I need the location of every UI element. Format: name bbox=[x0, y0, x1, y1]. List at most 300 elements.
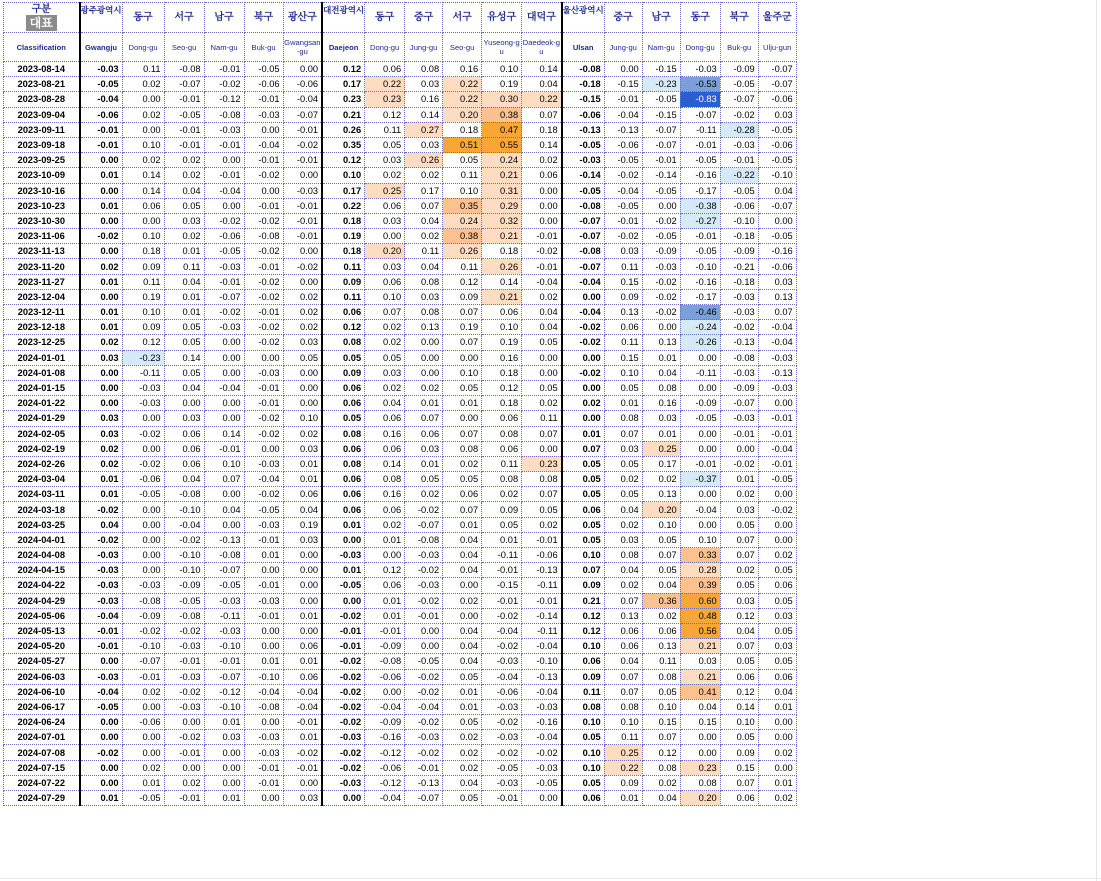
value-cell[interactable]: 0.09 bbox=[604, 775, 642, 790]
value-cell[interactable]: 0.00 bbox=[122, 563, 164, 578]
value-cell[interactable]: 0.00 bbox=[80, 760, 123, 775]
value-cell[interactable]: 0.01 bbox=[365, 593, 405, 608]
value-cell[interactable]: 0.06 bbox=[562, 791, 605, 806]
value-cell[interactable]: -0.01 bbox=[244, 92, 283, 107]
value-cell[interactable]: -0.04 bbox=[164, 517, 204, 532]
value-cell[interactable]: 0.05 bbox=[720, 730, 758, 745]
value-cell[interactable]: -0.08 bbox=[562, 244, 605, 259]
value-cell[interactable]: 0.01 bbox=[80, 274, 123, 289]
value-cell[interactable]: 0.12 bbox=[322, 153, 365, 168]
value-cell[interactable]: 0.21 bbox=[562, 593, 605, 608]
value-cell[interactable]: 0.32 bbox=[482, 213, 522, 228]
value-cell[interactable]: 0.06 bbox=[365, 198, 405, 213]
value-cell[interactable]: -0.04 bbox=[604, 183, 642, 198]
value-cell[interactable]: -0.02 bbox=[482, 608, 522, 623]
value-cell[interactable]: -0.02 bbox=[405, 593, 443, 608]
value-cell[interactable]: 0.07 bbox=[720, 775, 758, 790]
value-cell[interactable]: 0.09 bbox=[322, 365, 365, 380]
value-cell[interactable]: 0.14 bbox=[405, 107, 443, 122]
value-cell[interactable]: 0.01 bbox=[122, 775, 164, 790]
value-cell[interactable]: -0.06 bbox=[758, 259, 796, 274]
value-cell[interactable]: -0.06 bbox=[122, 472, 164, 487]
value-cell[interactable]: -0.03 bbox=[204, 122, 244, 137]
value-cell[interactable]: 0.05 bbox=[562, 472, 605, 487]
value-cell[interactable]: 0.47 bbox=[482, 122, 522, 137]
value-cell[interactable]: 0.17 bbox=[322, 77, 365, 92]
value-cell[interactable]: 0.00 bbox=[562, 411, 605, 426]
value-cell[interactable]: 0.09 bbox=[604, 289, 642, 304]
value-cell[interactable]: -0.03 bbox=[680, 62, 720, 77]
value-cell[interactable]: -0.02 bbox=[522, 244, 562, 259]
value-cell[interactable]: -0.01 bbox=[642, 153, 680, 168]
value-cell[interactable]: -0.05 bbox=[122, 791, 164, 806]
value-cell[interactable]: 0.10 bbox=[443, 365, 482, 380]
value-cell[interactable]: 0.19 bbox=[443, 320, 482, 335]
value-cell[interactable]: 0.05 bbox=[720, 654, 758, 669]
value-cell[interactable]: -0.10 bbox=[122, 639, 164, 654]
value-cell[interactable]: 0.00 bbox=[122, 92, 164, 107]
value-cell[interactable]: -0.01 bbox=[604, 213, 642, 228]
value-cell[interactable]: 0.21 bbox=[680, 639, 720, 654]
value-cell[interactable]: 0.11 bbox=[604, 259, 642, 274]
value-cell[interactable]: -0.06 bbox=[80, 107, 123, 122]
date-cell[interactable]: 2023-12-18 bbox=[4, 320, 80, 335]
value-cell[interactable]: 0.00 bbox=[204, 335, 244, 350]
value-cell[interactable]: 0.00 bbox=[283, 380, 322, 395]
value-cell[interactable]: -0.12 bbox=[204, 684, 244, 699]
value-cell[interactable]: 0.00 bbox=[204, 365, 244, 380]
date-cell[interactable]: 2023-09-11 bbox=[4, 122, 80, 137]
value-cell[interactable]: -0.06 bbox=[365, 760, 405, 775]
value-cell[interactable]: -0.03 bbox=[562, 153, 605, 168]
value-cell[interactable]: -0.14 bbox=[642, 168, 680, 183]
value-cell[interactable]: -0.02 bbox=[164, 623, 204, 638]
value-cell[interactable]: 0.00 bbox=[365, 548, 405, 563]
value-cell[interactable]: 0.20 bbox=[443, 107, 482, 122]
value-cell[interactable]: -0.05 bbox=[122, 487, 164, 502]
value-cell[interactable]: -0.03 bbox=[283, 183, 322, 198]
value-cell[interactable]: 0.08 bbox=[642, 760, 680, 775]
value-cell[interactable]: 0.13 bbox=[604, 305, 642, 320]
value-cell[interactable]: -0.04 bbox=[522, 274, 562, 289]
value-cell[interactable]: -0.04 bbox=[204, 183, 244, 198]
value-cell[interactable]: -0.05 bbox=[758, 153, 796, 168]
value-cell[interactable]: 0.03 bbox=[758, 107, 796, 122]
value-cell[interactable]: -0.02 bbox=[164, 730, 204, 745]
value-cell[interactable]: -0.01 bbox=[244, 760, 283, 775]
value-cell[interactable]: 0.01 bbox=[164, 289, 204, 304]
value-cell[interactable]: 0.10 bbox=[122, 305, 164, 320]
value-cell[interactable]: 0.01 bbox=[405, 396, 443, 411]
value-cell[interactable]: 0.01 bbox=[642, 350, 680, 365]
value-cell[interactable]: 0.04 bbox=[522, 305, 562, 320]
value-cell[interactable]: 0.05 bbox=[562, 532, 605, 547]
value-cell[interactable]: -0.24 bbox=[680, 320, 720, 335]
value-cell[interactable]: 0.05 bbox=[482, 517, 522, 532]
value-cell[interactable]: 0.00 bbox=[122, 502, 164, 517]
value-cell[interactable]: 0.19 bbox=[482, 335, 522, 350]
value-cell[interactable]: 0.00 bbox=[204, 153, 244, 168]
value-cell[interactable]: -0.04 bbox=[80, 92, 123, 107]
value-cell[interactable]: 0.02 bbox=[164, 229, 204, 244]
value-cell[interactable]: 0.01 bbox=[405, 456, 443, 471]
value-cell[interactable]: -0.16 bbox=[680, 168, 720, 183]
value-cell[interactable]: -0.07 bbox=[562, 259, 605, 274]
value-cell[interactable]: 0.00 bbox=[80, 775, 123, 790]
value-cell[interactable]: -0.02 bbox=[244, 244, 283, 259]
date-cell[interactable]: 2024-04-15 bbox=[4, 563, 80, 578]
value-cell[interactable]: 0.10 bbox=[642, 699, 680, 714]
value-cell[interactable]: 0.04 bbox=[443, 548, 482, 563]
value-cell[interactable]: 0.00 bbox=[562, 289, 605, 304]
value-cell[interactable]: -0.01 bbox=[244, 305, 283, 320]
value-cell[interactable]: 0.06 bbox=[720, 791, 758, 806]
value-cell[interactable]: 0.01 bbox=[482, 532, 522, 547]
value-cell[interactable]: 0.13 bbox=[642, 335, 680, 350]
value-cell[interactable]: -0.06 bbox=[720, 198, 758, 213]
value-cell[interactable]: 0.02 bbox=[522, 289, 562, 304]
value-cell[interactable]: -0.07 bbox=[680, 107, 720, 122]
value-cell[interactable]: -0.07 bbox=[405, 517, 443, 532]
value-cell[interactable]: 0.03 bbox=[758, 274, 796, 289]
value-cell[interactable]: 0.12 bbox=[443, 274, 482, 289]
value-cell[interactable]: 0.06 bbox=[322, 305, 365, 320]
value-cell[interactable]: 0.26 bbox=[443, 244, 482, 259]
value-cell[interactable]: 0.00 bbox=[164, 760, 204, 775]
value-cell[interactable]: 0.18 bbox=[322, 244, 365, 259]
value-cell[interactable]: -0.10 bbox=[164, 548, 204, 563]
value-cell[interactable]: -0.09 bbox=[642, 244, 680, 259]
value-cell[interactable]: 0.05 bbox=[164, 198, 204, 213]
value-cell[interactable]: 0.12 bbox=[642, 745, 680, 760]
value-cell[interactable]: 0.03 bbox=[720, 593, 758, 608]
value-cell[interactable]: -0.08 bbox=[720, 350, 758, 365]
value-cell[interactable]: -0.07 bbox=[720, 92, 758, 107]
value-cell[interactable]: 0.00 bbox=[204, 760, 244, 775]
value-cell[interactable]: 0.00 bbox=[562, 350, 605, 365]
value-cell[interactable]: 0.07 bbox=[604, 593, 642, 608]
value-cell[interactable]: 0.12 bbox=[482, 380, 522, 395]
value-cell[interactable]: 0.01 bbox=[322, 517, 365, 532]
value-cell[interactable]: -0.03 bbox=[244, 745, 283, 760]
value-cell[interactable]: -0.01 bbox=[482, 791, 522, 806]
value-cell[interactable]: 0.08 bbox=[405, 274, 443, 289]
value-cell[interactable]: 0.08 bbox=[322, 426, 365, 441]
date-cell[interactable]: 2023-10-30 bbox=[4, 213, 80, 228]
value-cell[interactable]: 0.00 bbox=[244, 639, 283, 654]
value-cell[interactable]: 0.06 bbox=[482, 305, 522, 320]
value-cell[interactable]: 0.04 bbox=[758, 183, 796, 198]
value-cell[interactable]: -0.02 bbox=[244, 335, 283, 350]
value-cell[interactable]: 0.00 bbox=[164, 715, 204, 730]
value-cell[interactable]: 0.33 bbox=[680, 548, 720, 563]
value-cell[interactable]: 0.02 bbox=[122, 153, 164, 168]
value-cell[interactable]: 0.00 bbox=[443, 411, 482, 426]
date-cell[interactable]: 2024-05-06 bbox=[4, 608, 80, 623]
value-cell[interactable]: 0.11 bbox=[322, 259, 365, 274]
date-cell[interactable]: 2024-06-24 bbox=[4, 715, 80, 730]
value-cell[interactable]: 0.07 bbox=[720, 548, 758, 563]
value-cell[interactable]: -0.01 bbox=[164, 745, 204, 760]
value-cell[interactable]: 0.05 bbox=[758, 623, 796, 638]
value-cell[interactable]: 0.20 bbox=[642, 502, 680, 517]
value-cell[interactable]: -0.03 bbox=[322, 775, 365, 790]
value-cell[interactable]: 0.08 bbox=[522, 472, 562, 487]
value-cell[interactable]: 0.08 bbox=[365, 472, 405, 487]
value-cell[interactable]: 0.00 bbox=[642, 198, 680, 213]
value-cell[interactable]: 0.02 bbox=[283, 426, 322, 441]
value-cell[interactable]: -0.07 bbox=[758, 198, 796, 213]
value-cell[interactable]: -0.01 bbox=[283, 213, 322, 228]
value-cell[interactable]: 0.00 bbox=[80, 213, 123, 228]
value-cell[interactable]: 0.04 bbox=[164, 274, 204, 289]
value-cell[interactable]: -0.02 bbox=[522, 745, 562, 760]
value-cell[interactable]: -0.02 bbox=[244, 213, 283, 228]
value-cell[interactable]: -0.01 bbox=[522, 229, 562, 244]
value-cell[interactable]: 0.07 bbox=[562, 563, 605, 578]
value-cell[interactable]: -0.02 bbox=[122, 623, 164, 638]
value-cell[interactable]: 0.04 bbox=[204, 502, 244, 517]
value-cell[interactable]: 0.01 bbox=[164, 305, 204, 320]
value-cell[interactable]: -0.07 bbox=[562, 213, 605, 228]
value-cell[interactable]: -0.07 bbox=[204, 669, 244, 684]
value-cell[interactable]: 0.04 bbox=[164, 380, 204, 395]
value-cell[interactable]: -0.02 bbox=[244, 320, 283, 335]
value-cell[interactable]: 0.00 bbox=[322, 593, 365, 608]
value-cell[interactable]: 0.01 bbox=[443, 684, 482, 699]
value-cell[interactable]: 0.05 bbox=[642, 684, 680, 699]
value-cell[interactable]: -0.01 bbox=[482, 563, 522, 578]
value-cell[interactable]: 0.06 bbox=[642, 623, 680, 638]
value-cell[interactable]: 0.11 bbox=[365, 122, 405, 137]
value-cell[interactable]: 0.22 bbox=[443, 92, 482, 107]
value-cell[interactable]: 0.10 bbox=[482, 62, 522, 77]
value-cell[interactable]: 0.00 bbox=[758, 213, 796, 228]
value-cell[interactable]: 0.00 bbox=[405, 623, 443, 638]
value-cell[interactable]: -0.18 bbox=[720, 274, 758, 289]
value-cell[interactable]: -0.01 bbox=[244, 396, 283, 411]
value-cell[interactable]: 0.23 bbox=[365, 92, 405, 107]
value-cell[interactable]: -0.03 bbox=[482, 730, 522, 745]
value-cell[interactable]: 0.03 bbox=[642, 411, 680, 426]
value-cell[interactable]: 0.08 bbox=[562, 699, 605, 714]
value-cell[interactable]: 0.05 bbox=[322, 350, 365, 365]
value-cell[interactable]: -0.03 bbox=[122, 578, 164, 593]
value-cell[interactable]: -0.02 bbox=[244, 274, 283, 289]
value-cell[interactable]: 0.09 bbox=[562, 578, 605, 593]
value-cell[interactable]: 0.01 bbox=[80, 487, 123, 502]
value-cell[interactable]: 0.00 bbox=[758, 730, 796, 745]
value-cell[interactable]: 0.00 bbox=[122, 517, 164, 532]
value-cell[interactable]: 0.01 bbox=[604, 396, 642, 411]
value-cell[interactable]: 0.11 bbox=[562, 684, 605, 699]
value-cell[interactable]: 0.02 bbox=[758, 548, 796, 563]
value-cell[interactable]: -0.01 bbox=[365, 623, 405, 638]
value-cell[interactable]: 0.00 bbox=[283, 274, 322, 289]
value-cell[interactable]: 0.02 bbox=[443, 730, 482, 745]
value-cell[interactable]: 0.08 bbox=[405, 62, 443, 77]
value-cell[interactable]: 0.00 bbox=[80, 396, 123, 411]
value-cell[interactable]: 0.00 bbox=[204, 487, 244, 502]
value-cell[interactable]: 0.00 bbox=[80, 365, 123, 380]
value-cell[interactable]: -0.02 bbox=[405, 502, 443, 517]
value-cell[interactable]: 0.05 bbox=[443, 791, 482, 806]
value-cell[interactable]: -0.03 bbox=[244, 593, 283, 608]
value-cell[interactable]: -0.02 bbox=[604, 229, 642, 244]
value-cell[interactable]: 0.26 bbox=[482, 259, 522, 274]
value-cell[interactable]: -0.10 bbox=[244, 669, 283, 684]
value-cell[interactable]: -0.03 bbox=[244, 517, 283, 532]
value-cell[interactable]: -0.02 bbox=[604, 168, 642, 183]
value-cell[interactable]: 0.01 bbox=[443, 396, 482, 411]
value-cell[interactable]: -0.01 bbox=[244, 578, 283, 593]
value-cell[interactable]: 0.29 bbox=[482, 198, 522, 213]
value-cell[interactable]: -0.03 bbox=[758, 380, 796, 395]
value-cell[interactable]: -0.06 bbox=[283, 77, 322, 92]
value-cell[interactable]: -0.03 bbox=[720, 305, 758, 320]
value-cell[interactable]: -0.02 bbox=[482, 715, 522, 730]
value-cell[interactable]: 0.07 bbox=[443, 305, 482, 320]
value-cell[interactable]: -0.06 bbox=[482, 684, 522, 699]
value-cell[interactable]: 0.26 bbox=[405, 153, 443, 168]
value-cell[interactable]: 0.00 bbox=[522, 350, 562, 365]
value-cell[interactable]: 0.07 bbox=[720, 532, 758, 547]
value-cell[interactable]: -0.06 bbox=[604, 137, 642, 152]
value-cell[interactable]: -0.05 bbox=[244, 62, 283, 77]
value-cell[interactable]: 0.00 bbox=[680, 487, 720, 502]
value-cell[interactable]: -0.01 bbox=[522, 532, 562, 547]
value-cell[interactable]: -0.01 bbox=[522, 593, 562, 608]
date-cell[interactable]: 2024-01-01 bbox=[4, 350, 80, 365]
value-cell[interactable]: 0.00 bbox=[758, 532, 796, 547]
value-cell[interactable]: 0.18 bbox=[322, 213, 365, 228]
value-cell[interactable]: -0.18 bbox=[720, 229, 758, 244]
value-cell[interactable]: -0.02 bbox=[204, 305, 244, 320]
value-cell[interactable]: 0.00 bbox=[122, 441, 164, 456]
value-cell[interactable]: -0.11 bbox=[482, 548, 522, 563]
value-cell[interactable]: -0.13 bbox=[405, 775, 443, 790]
value-cell[interactable]: -0.01 bbox=[604, 92, 642, 107]
value-cell[interactable]: -0.01 bbox=[244, 259, 283, 274]
value-cell[interactable]: -0.03 bbox=[522, 699, 562, 714]
value-cell[interactable]: 0.04 bbox=[405, 213, 443, 228]
value-cell[interactable]: -0.01 bbox=[322, 639, 365, 654]
value-cell[interactable]: 0.18 bbox=[482, 365, 522, 380]
value-cell[interactable]: 0.10 bbox=[283, 411, 322, 426]
value-cell[interactable]: 0.07 bbox=[562, 441, 605, 456]
date-cell[interactable]: 2023-11-06 bbox=[4, 229, 80, 244]
value-cell[interactable]: 0.09 bbox=[482, 502, 522, 517]
value-cell[interactable]: -0.04 bbox=[680, 502, 720, 517]
value-cell[interactable]: 0.08 bbox=[642, 669, 680, 684]
value-cell[interactable]: 0.02 bbox=[720, 487, 758, 502]
value-cell[interactable]: -0.05 bbox=[164, 107, 204, 122]
value-cell[interactable]: -0.01 bbox=[522, 259, 562, 274]
value-cell[interactable]: 0.06 bbox=[522, 168, 562, 183]
value-cell[interactable]: 0.03 bbox=[758, 639, 796, 654]
value-cell[interactable]: 0.01 bbox=[204, 791, 244, 806]
value-cell[interactable]: 0.07 bbox=[405, 198, 443, 213]
value-cell[interactable]: -0.05 bbox=[758, 472, 796, 487]
date-cell[interactable]: 2024-06-17 bbox=[4, 699, 80, 714]
value-cell[interactable]: 0.10 bbox=[204, 456, 244, 471]
value-cell[interactable]: 0.01 bbox=[365, 532, 405, 547]
value-cell[interactable]: -0.02 bbox=[80, 229, 123, 244]
value-cell[interactable]: -0.05 bbox=[642, 92, 680, 107]
value-cell[interactable]: -0.03 bbox=[204, 320, 244, 335]
value-cell[interactable]: -0.38 bbox=[680, 198, 720, 213]
date-cell[interactable]: 2023-10-09 bbox=[4, 168, 80, 183]
value-cell[interactable]: -0.01 bbox=[680, 456, 720, 471]
value-cell[interactable]: 0.00 bbox=[80, 244, 123, 259]
value-cell[interactable]: -0.02 bbox=[758, 502, 796, 517]
value-cell[interactable]: 0.15 bbox=[680, 715, 720, 730]
value-cell[interactable]: 0.02 bbox=[522, 396, 562, 411]
value-cell[interactable]: -0.02 bbox=[720, 456, 758, 471]
value-cell[interactable]: -0.04 bbox=[283, 684, 322, 699]
value-cell[interactable]: 0.24 bbox=[482, 153, 522, 168]
value-cell[interactable]: -0.05 bbox=[604, 198, 642, 213]
value-cell[interactable]: 0.03 bbox=[164, 411, 204, 426]
value-cell[interactable]: 0.11 bbox=[164, 259, 204, 274]
value-cell[interactable]: -0.02 bbox=[322, 669, 365, 684]
value-cell[interactable]: 0.00 bbox=[244, 623, 283, 638]
value-cell[interactable]: 0.10 bbox=[604, 715, 642, 730]
value-cell[interactable]: 0.06 bbox=[283, 487, 322, 502]
value-cell[interactable]: 0.00 bbox=[204, 198, 244, 213]
value-cell[interactable]: -0.21 bbox=[720, 259, 758, 274]
value-cell[interactable]: -0.11 bbox=[122, 365, 164, 380]
value-cell[interactable]: 0.01 bbox=[758, 775, 796, 790]
value-cell[interactable]: 0.00 bbox=[283, 578, 322, 593]
value-cell[interactable]: -0.02 bbox=[283, 137, 322, 152]
value-cell[interactable]: -0.01 bbox=[405, 760, 443, 775]
value-cell[interactable]: 0.04 bbox=[443, 532, 482, 547]
value-cell[interactable]: 0.07 bbox=[604, 669, 642, 684]
value-cell[interactable]: -0.09 bbox=[720, 244, 758, 259]
value-cell[interactable]: -0.13 bbox=[204, 532, 244, 547]
value-cell[interactable]: 0.05 bbox=[720, 517, 758, 532]
value-cell[interactable]: 0.00 bbox=[720, 441, 758, 456]
value-cell[interactable]: 0.01 bbox=[80, 320, 123, 335]
value-cell[interactable]: -0.07 bbox=[642, 137, 680, 152]
value-cell[interactable]: 0.21 bbox=[482, 289, 522, 304]
value-cell[interactable]: 0.11 bbox=[405, 244, 443, 259]
value-cell[interactable]: 0.18 bbox=[482, 244, 522, 259]
value-cell[interactable]: -0.08 bbox=[122, 593, 164, 608]
value-cell[interactable]: 0.03 bbox=[80, 411, 123, 426]
value-cell[interactable]: 0.22 bbox=[365, 77, 405, 92]
value-cell[interactable]: 0.00 bbox=[642, 320, 680, 335]
value-cell[interactable]: 0.00 bbox=[522, 791, 562, 806]
value-cell[interactable]: -0.07 bbox=[122, 654, 164, 669]
value-cell[interactable]: 0.23 bbox=[522, 456, 562, 471]
value-cell[interactable]: 0.02 bbox=[405, 380, 443, 395]
value-cell[interactable]: -0.01 bbox=[244, 153, 283, 168]
value-cell[interactable]: 0.00 bbox=[80, 730, 123, 745]
value-cell[interactable]: 0.05 bbox=[405, 472, 443, 487]
value-cell[interactable]: -0.02 bbox=[562, 320, 605, 335]
value-cell[interactable]: -0.13 bbox=[720, 335, 758, 350]
value-cell[interactable]: -0.03 bbox=[720, 137, 758, 152]
value-cell[interactable]: -0.03 bbox=[80, 578, 123, 593]
value-cell[interactable]: -0.01 bbox=[758, 426, 796, 441]
value-cell[interactable]: 0.02 bbox=[405, 168, 443, 183]
value-cell[interactable]: -0.12 bbox=[365, 775, 405, 790]
value-cell[interactable]: 0.06 bbox=[322, 472, 365, 487]
value-cell[interactable]: 0.05 bbox=[562, 730, 605, 745]
value-cell[interactable]: 0.18 bbox=[522, 122, 562, 137]
